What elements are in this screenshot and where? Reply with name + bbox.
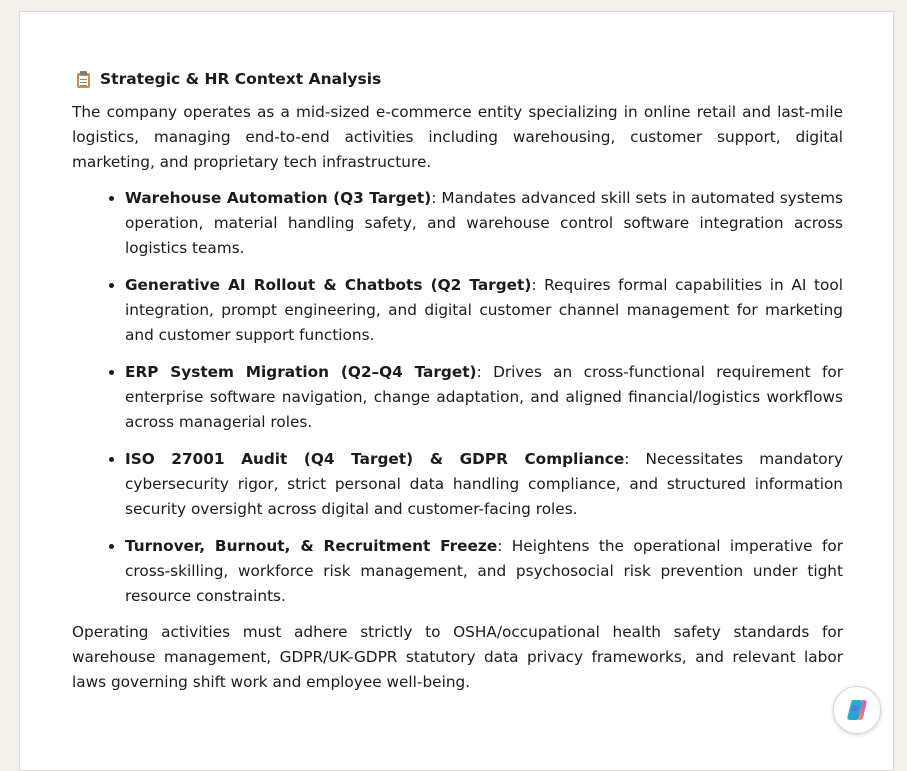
list-item-title: Warehouse Automation (Q3 Target) xyxy=(125,189,432,207)
list-item-title: Generative AI Rollout & Chatbots (Q2 Target) xyxy=(125,276,532,294)
list-item xyxy=(125,273,843,348)
list-item-title: Turnover, Burnout, & Recruitment Freeze xyxy=(125,537,498,555)
list-item-text: : Necessitates mandatory cybersecurity rigor, strict personal data handling compliance, and structured information security oversight across digital and customer-facing roles. xyxy=(125,450,844,518)
list-item-title: ISO 27001 Audit (Q4 Target) & GDPR Compliance xyxy=(125,450,625,468)
list-item-text: : Mandates advanced skill sets in automated systems operation, material handling safety, and warehouse control software integration across logistics teams. xyxy=(125,189,843,257)
list-item-text: : Requires formal capabilities in AI tool integration, prompt engineering, and digital customer channel management for marketing and customer support functions. xyxy=(125,276,843,344)
list-item-text: : Drives an cross-functional requirement for enterprise software navigation, change adaptation, and aligned financial/logistics workflows across managerial roles. xyxy=(125,363,844,431)
list-item-title: ERP System Migration (Q2–Q4 Target) xyxy=(125,363,477,381)
list-item xyxy=(125,186,843,261)
clipboard-icon xyxy=(75,71,92,88)
section-title: Strategic & HR Context Analysis xyxy=(100,69,382,88)
document-page xyxy=(19,11,894,771)
list-item xyxy=(125,447,843,522)
closing-paragraph: Operating activities must adhere strictly to OSHA/occupational health safety standards for warehouse management, GDPR/UK-GDPR statutory data privacy frameworks, and relevant labor laws governing shift work and employee well-being. xyxy=(72,623,843,691)
copilot-icon xyxy=(844,697,870,723)
initiatives-list xyxy=(72,186,843,609)
document-content xyxy=(72,66,843,706)
list-item-text: : Heightens the operational imperative for cross-skilling, workforce risk management, and psychosocial risk prevention under tight resource constraints. xyxy=(125,537,843,605)
copilot-button[interactable] xyxy=(833,686,881,734)
list-item xyxy=(125,534,843,609)
intro-paragraph: The company operates as a mid-sized e-commerce entity specializing in online retail and last-mile logistics, managing end-to-end activities including warehousing, customer support, digital marketing, and proprietary tech infrastructure. xyxy=(72,103,843,171)
section-heading xyxy=(72,66,843,92)
list-item xyxy=(125,360,843,435)
